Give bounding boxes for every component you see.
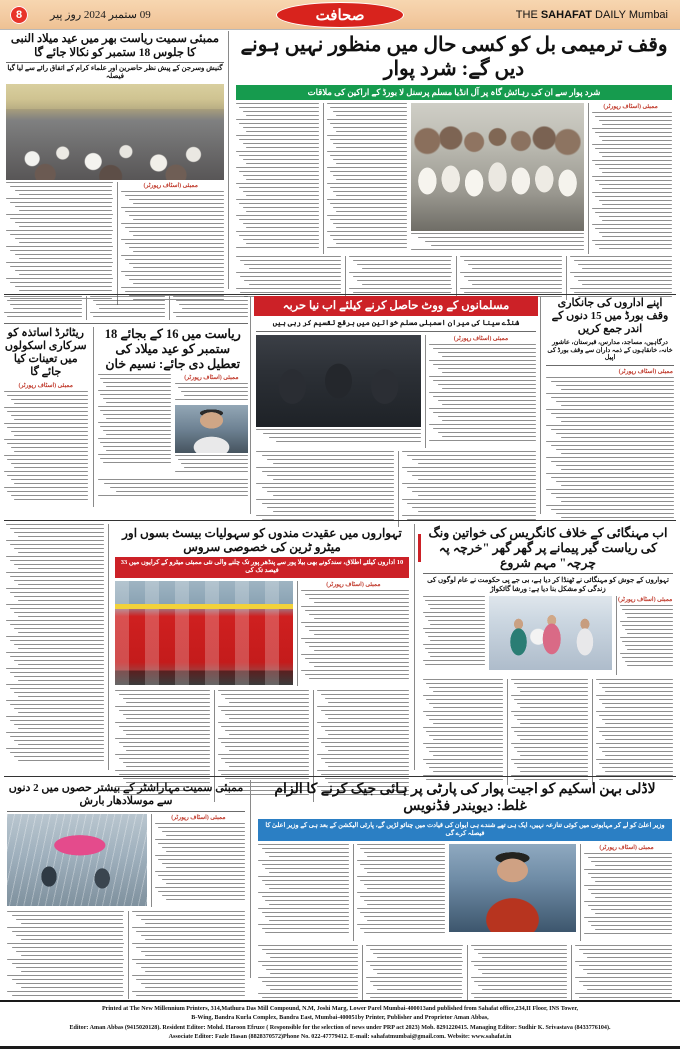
story-congress-women-headline: اب مہنگائی کے خلاف کانگریس کی خواتین ونگ کی ریاست گیر پیمانے پر گھر گھر "خرچہ پہ چرچہ" مہم شروع: [428, 526, 668, 570]
story-congress-women-wing: [420, 524, 676, 770]
story-rain: [4, 780, 248, 978]
story-retired-teachers-headline: ریٹائرڈ اساتذہ کو سرکاری اسکولوں میں تعینات کیا جائے گا: [4, 327, 87, 378]
footer-line-1: Printed at The New Millennium Printers, 314,Mathura Das Mill Compound, N.M, Joshi Marg, Lower Parel Mumbai-400013and published from Sahafat office,234,II Floor, INS Tower,: [101, 1006, 579, 1012]
footer-line-2: B-Wing, Bandra Kurla Complex, Bandra East, Mumbai-400051by Printer, Publisher and Proprietor Aman Abbas,: [191, 1015, 489, 1022]
story-rain-headline: ممبئی سمیت مہاراشٹر کے بیشتر حصوں میں 2 دنوں سے موسلادھار بارش: [8, 782, 244, 807]
story-top-left: [4, 31, 226, 291]
story-eid-holiday-headline: ریاست میں 16 کے بجائے 18 ستمبر کو عید میلاد کی تعطیل دی جائے: نسیم خان: [104, 327, 241, 371]
story-fadnavis-headline: لاڈلی بہن اسکیم کو اجیت پوار کی پارٹی پر ہائی جیک کرنے کا الزام غلط: دیویندر فڈنویس: [274, 782, 656, 814]
reporter-credit: ممبئی (اسٹاف رپورٹر): [453, 336, 509, 343]
reporter-credit: ممبئی (اسٹاف رپورٹر): [603, 103, 658, 110]
reporter-credit: ممبئی (اسٹاف رپورٹر): [171, 814, 226, 821]
story-top-left-subhead: گنیش وسرجن کے پیش نظر حاضرین اور علماء کرام کے اتفاق رائے سے لیا گیا فیصلہ: [7, 64, 223, 81]
masthead-title-english: [516, 9, 668, 21]
masthead-brand: SAHAFAT: [540, 8, 592, 21]
story-waqf-board-subhead: درگاہیں، مساجد، مدارس، قبرستان، عاشور خانہ، خانقاہوں کے ذمہ داران سے وقف بورڈ کی اپیل: [547, 338, 673, 362]
story-top-left-headline: ممبئی سمیت ریاست بھر میں عید میلاد النبی کا جلوس 18 ستمبر کو نکالا جائے گا: [10, 33, 220, 59]
story-lead: [232, 31, 676, 291]
footer-imprint: [0, 1000, 680, 1049]
story-burqa-subhead: شنڈے سینا کی میران اسمبلی مسلم خواتین میں برقع تقسیم کر رہی ہیں: [272, 318, 520, 328]
story-burqa-headline-bar: مسلمانوں کے ووٹ حاصل کرنے کیلئے اب نیا حربہ: [254, 296, 538, 316]
reporter-credit: ممبئی (اسٹاف رپورٹر): [18, 382, 73, 389]
photo-devendra-fadnavis: [449, 844, 576, 932]
photo-muslim-women: [256, 335, 421, 427]
story-fadnavis-subhead-bar: وزیر اعلیٰ کو لے کر مہایوتی میں کوئی تنازعہ نہیں، ایک ہی تھے شندے ہی ایوان کی قیادت میں چنائو لڑیں گے، پارٹی الیکشن کے بعد ہی کے وزیر اعلیٰ کا فیصلہ کرے گی: [258, 819, 672, 841]
story-best-bus-headline: تہواروں میں عقیدت مندوں کو سہولیات بیسٹ بسوں اور میٹرو ٹرین کی خصوصی سروس: [122, 526, 402, 555]
photo-press-conference: [489, 596, 613, 670]
reporter-credit: ممبئی (اسٹاف رپورٹر): [599, 845, 654, 852]
story-top-left-body: [117, 182, 225, 305]
column-filler-left: [4, 524, 106, 770]
photo-rain-umbrella: [7, 814, 147, 906]
story-fadnavis: [254, 780, 676, 978]
footer-line-4: Associate Editor: Fazle Hasan (8828370572)Phone No. 022-47779412. E-mail: sahafatmumbai@gmail.com. Website: www.sahafat.in: [168, 1033, 512, 1040]
masthead-the: THE: [515, 8, 541, 21]
reporter-credit: ممبئی (اسٹاف رپورٹر): [618, 368, 673, 375]
reporter-credit: ممبئی (اسٹاف رپورٹر): [617, 596, 673, 603]
story-waqf-board-headline: اپنے اداروں کی جانکاری وقف بورڈ میں 15 دنوں کے اندر جمع کریں: [551, 297, 669, 335]
story-best-bus: [112, 524, 412, 770]
photo-best-buses: [115, 581, 293, 685]
story-lead-subhead-bar: شرد پوار سے ان کی رہائش گاہ پر آل انڈیا مسلم پرسنل لا بورڈ کے اراکین کی ملاقات: [236, 85, 672, 100]
story-congress-women-subhead: تہواروں کے جوش کو مہنگائی نے ٹھنڈا کر دیا ہے، بی جے پی حکومت نے عام لوگوں کی زندگی کو مشکل بنا دیا ہے: ورشا گائکواڑ: [427, 576, 669, 593]
story-waqf-board: [544, 296, 676, 514]
masthead-date: 09 ستمبر 2024 روز پیر: [50, 9, 151, 21]
page-number-badge: 8: [10, 6, 28, 24]
photo-board-members: [411, 103, 585, 231]
photo-naseem-khan: [175, 405, 248, 453]
reporter-credit: ممبئی (اسٹاف رپورٹر): [326, 581, 381, 588]
reporter-credit: ممبئی (اسٹاف رپورٹر): [184, 375, 239, 382]
masthead-logo: [276, 2, 404, 28]
photo-meeting-hall: [6, 84, 224, 180]
masthead-logo-text: صحافت: [276, 2, 404, 28]
reporter-credit: ممبئی (اسٹاف رپورٹر): [143, 182, 198, 189]
footer-line-3: Editor: Aman Abbas (9415020128). Resident Editor: Mohd. Haroon Efruze ( Responsible for the selection of news under PRP act 2023) Mob. 8291220415. Managing Editor: Sudhir K. Srivastava (8433776104).: [69, 1024, 611, 1031]
story-lead-headline: وقف ترمیمی بل کو کسی حال میں منظور نہیں ہونے دیں گے: شرد پوار: [240, 34, 668, 80]
masthead: [0, 0, 680, 30]
story-burqa-distribution: [254, 296, 538, 514]
masthead-tail: DAILY Mumbai: [591, 8, 668, 21]
story-eid-holiday: [93, 327, 248, 507]
story-best-bus-subhead-bar: 10 اداروں کیلئے اطلاق، سندکونے بھی بیلا پور سے پنڈھر پور تک چلنے والی نئی ممبئی میٹرو کے کرایوں میں 33 فیصد تک کی: [115, 557, 409, 577]
story-retired-teachers: [4, 327, 88, 507]
